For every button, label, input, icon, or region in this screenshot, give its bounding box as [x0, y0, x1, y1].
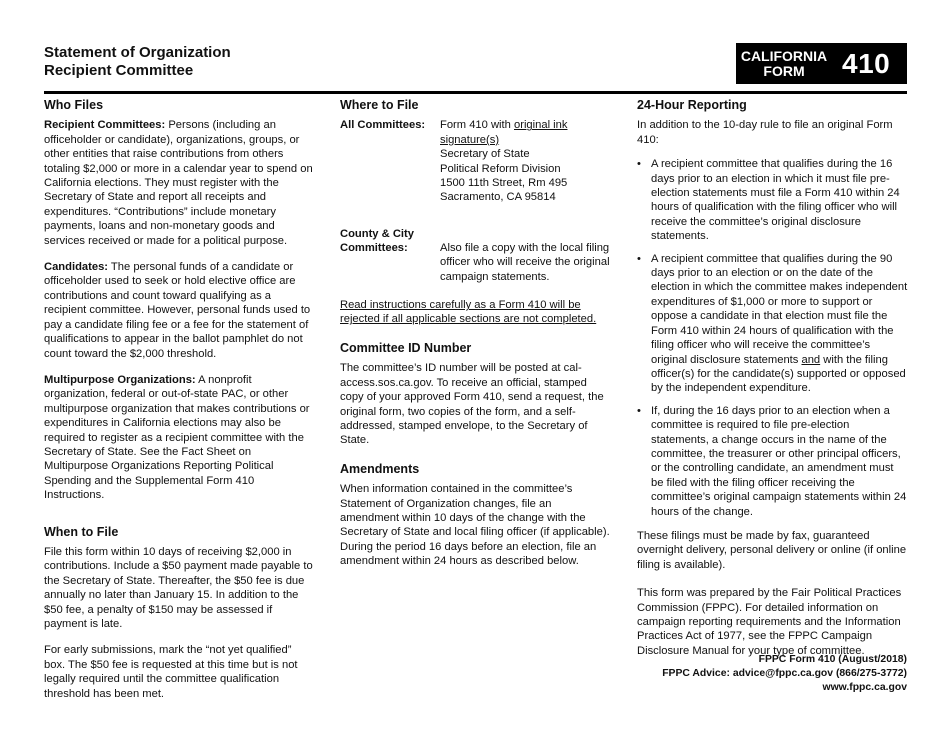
footer-form-version: FPPC Form 410 (August/2018) — [758, 654, 907, 665]
prepared-note: This form was prepared by the Fair Political Practices Commission (FPPC). For detailed information on campaign reporting requirements and the Information Practices Act of 1977, see the FPPC Campaign Disclosure Manual for your type of committee. — [637, 587, 902, 657]
title-line-2: Recipient Committee — [44, 62, 194, 79]
badge-line-2: FORM — [763, 62, 805, 79]
candidates-label: Candidates: — [44, 261, 109, 274]
address-line-5: Sacramento, CA 95814 — [440, 191, 556, 204]
committee-id-text: The committee’s ID number will be posted at cal-access.sos.ca.gov. To receive an official, stamped copy of your approved Form 410, send a request, the original form, two copies of the form, and a self-addressed, stamped envelope, to the Secretary of State. — [340, 362, 604, 447]
ink-signature-note: original ink signature(s) — [440, 119, 568, 146]
filings-note: These filings must be made by fax, guaranteed overnight delivery, personal delivery or online (if online filing is available). — [637, 529, 907, 571]
reporting-heading: 24-Hour Reporting — [637, 98, 747, 112]
when-to-file-heading: When to File — [44, 524, 119, 539]
committee-id-heading: Committee ID Number — [340, 340, 472, 355]
header-divider — [44, 91, 907, 94]
all-committees-address — [440, 118, 612, 204]
form-badge — [736, 43, 907, 84]
when-to-file-paragraph-2: For early submissions, mark the “not yet qualified” box. The $50 fee is requested at this time but is not legally required until the committee qualification threshold has been met. — [44, 644, 298, 700]
when-to-file-paragraph-1: File this form within 10 days of receiving $2,000 in contributions. Include a $50 payment made payable to the Secretary of State. Thereafter, the $50 fee is due annually no later than January 15. In addition to the $50 fee, a penalty of $150 may be assessed if payment is late. — [44, 545, 313, 630]
rejection-notice: Read instructions carefully as a Form 410 will be rejected if all applicable sections are not completed. — [340, 299, 597, 326]
list-item: • A recipient committee that qualifies during the 16 days prior to an election in which it must file pre-election statements must file a Form 410 within 24 hours of qualification with the filing officer who will receive the committee’s original disclosure statements. — [637, 158, 900, 243]
list-item: • A recipient committee that qualifies during the 90 days prior to an election or on the date of the election in which the committee makes independent expenditures of $1,000 or more to support or oppose a candidate in that election must file the Form 410 within 24 hours of qualification with the filing officer who will receive the committee’s original disclosure statements and with the filing officer(s) for the candidate(s) supported or opposed by the independent expenditure. — [637, 252, 908, 395]
address-line-2: Secretary of State — [440, 148, 530, 161]
reporting-list — [637, 157, 909, 519]
column-right — [637, 98, 909, 670]
form-number: 410 — [842, 47, 891, 79]
recipient-committees-paragraph — [44, 118, 314, 248]
amendments-heading: Amendments — [340, 461, 420, 476]
county-city-label: County & City Committees: — [340, 227, 414, 255]
title-line-1: Statement of Organization — [44, 44, 231, 61]
multipurpose-label: Multipurpose Organizations: — [44, 373, 196, 386]
address-line-4: 1500 11th Street, Rm 495 — [440, 177, 568, 190]
column-left — [44, 98, 314, 713]
badge-line-1: CALIFORNIA — [740, 47, 828, 64]
candidates-paragraph — [44, 260, 314, 361]
multipurpose-text: A nonprofit organization, federal or out-of-state PAC, or other multipurpose organization that makes contributions or expenditures in California elections may also be required to register as a recipient committee with the Secretary of State. See the Fact Sheet on Multipurpose Organizations Reporting Political Spending and the Supplemental Form 410 Instructions. — [44, 373, 310, 502]
recipient-label: Recipient Committees: — [44, 119, 166, 132]
address-line-3: Political Reform Division — [440, 162, 561, 175]
multipurpose-paragraph — [44, 373, 314, 503]
recipient-text: Persons (including an officeholder or candidate), organizations, groups, or other entities that raise contributions from others totaling $2,000 or more in a calendar year to spend on California elections. They must register with the Secretary of State and report all receipts and expenditures. “Contributions” include monetary payments, loans and non-monetary goods and services received or made for a political purpose. — [44, 119, 313, 247]
all-committees-label: All Committees: — [340, 119, 426, 132]
candidates-text: The personal funds of a candidate or officeholder used to seek or hold elective office are contributions and count toward qualifying as a recipient committee. However, personal funds used to pay a candidate filing fee or a fee for the statement of qualifications to appear in the ballot pamphlet do not count toward the $2,000 threshold. — [44, 261, 311, 360]
footer-advice-contact: FPPC Advice: advice@fppc.ca.gov (866/275-3772) — [662, 668, 907, 679]
column-middle — [340, 98, 612, 581]
footer — [662, 653, 907, 695]
amendments-text: When information contained in the committee’s Statement of Organization changes, file an amendment within 10 days of the change with the Secretary of State and local filing officer (if applicable). During the period 16 days before an election, file an amendment within 24 hours as described below. — [340, 483, 610, 568]
where-to-file-heading: Where to File — [340, 98, 419, 112]
list-item: • If, during the 16 days prior to an election when a committee is required to file pre-election statements, a change occurs in the name of the committee, the treasurer or other principal officers, or the controlling candidate, an amendment must be filed with the filing officer receiving the committee’s original campaign statements within 24 hours of the change. — [637, 404, 907, 518]
reporting-intro: In addition to the 10-day rule to file an original Form 410: — [637, 119, 893, 146]
address-prefix: Form 410 with — [440, 119, 514, 132]
page-title — [44, 44, 231, 80]
footer-website: www.fppc.ca.gov — [822, 682, 907, 693]
who-files-heading: Who Files — [44, 98, 104, 112]
all-committees-block — [340, 118, 612, 204]
county-city-block — [340, 227, 612, 284]
form-badge-label — [736, 49, 832, 79]
county-city-text: Also file a copy with the local filing officer who will receive the original campaign statements. — [440, 241, 610, 283]
